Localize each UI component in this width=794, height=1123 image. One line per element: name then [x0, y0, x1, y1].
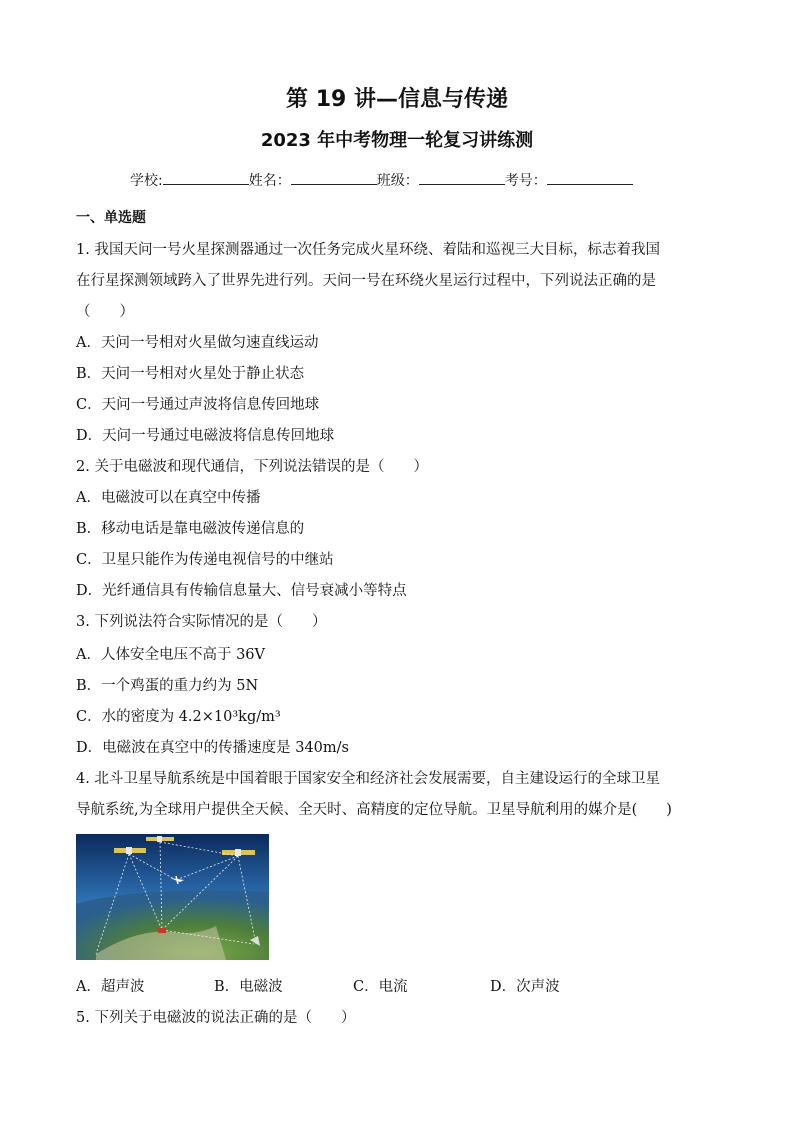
- q3-stem: 3. 下列说法符合实际情况的是（ ）: [76, 614, 327, 630]
- page-subtitle: 2023 年中考物理一轮复习讲练测: [260, 130, 534, 151]
- q2-option-a[interactable]: A．电磁波可以在真空中传播: [76, 490, 261, 506]
- q1-option-c[interactable]: C．天问一号通过声波将信息传回地球: [76, 397, 320, 413]
- name-label: 姓名：: [248, 173, 291, 189]
- satellite-icon: [222, 849, 255, 856]
- q1-option-a[interactable]: A．天问一号相对火星做匀速直线运动: [76, 335, 319, 351]
- q1-stem-line: （ ）: [76, 304, 134, 320]
- exam-no-blank[interactable]: [547, 170, 633, 185]
- q3-option-c[interactable]: C．水的密度为 4.2×10³kg/m³: [76, 709, 281, 725]
- school-label: 学校:: [130, 173, 163, 189]
- satellite-icon: [114, 847, 146, 854]
- q3-option-a[interactable]: A．人体安全电压不高于 36V: [76, 647, 266, 663]
- q4-stem-line: 导航系统,为全球用户提供全天候、全天时、高精度的定位导航。卫星导航利用的媒介是( ): [76, 802, 672, 818]
- q4-option-c[interactable]: C．电流: [353, 979, 408, 995]
- q2-option-c[interactable]: C．卫星只能作为传递电视信号的中继站: [76, 552, 334, 568]
- satellite-navigation-illustration: [76, 834, 269, 960]
- q4-option-b[interactable]: B．电磁波: [214, 979, 283, 995]
- q4-option-d[interactable]: D．次声波: [490, 979, 560, 995]
- name-blank[interactable]: [291, 170, 377, 185]
- q2-stem: 2. 关于电磁波和现代通信，下列说法错误的是（ ）: [76, 459, 428, 475]
- q3-option-b[interactable]: B．一个鸡蛋的重力约为 5N: [76, 678, 259, 694]
- student-info-row: [130, 170, 633, 190]
- q4-option-a[interactable]: A．超声波: [76, 979, 145, 995]
- satellite-navigation-image: [76, 834, 269, 960]
- q1-option-d[interactable]: D．天问一号通过电磁波将信息传回地球: [76, 428, 335, 444]
- q1-stem-line: 在行星探测领域跨入了世界先进行列。天问一号在环绕火星运行过程中，下列说法正确的是: [76, 273, 656, 289]
- class-blank[interactable]: [419, 170, 505, 185]
- q2-option-b[interactable]: B．移动电话是靠电磁波传递信息的: [76, 521, 305, 537]
- vehicle-icon: [158, 928, 166, 933]
- page-title: 第 19 讲—信息与传递: [286, 87, 508, 112]
- school-blank[interactable]: [163, 170, 249, 185]
- q3-option-d[interactable]: D．电磁波在真空中的传播速度是 340m/s: [76, 740, 349, 756]
- q1-option-b[interactable]: B．天问一号相对火星处于静止状态: [76, 366, 305, 382]
- q2-option-d[interactable]: D．光纤通信具有传输信息量大、信号衰减小等特点: [76, 583, 407, 599]
- q1-stem-line: 1. 我国天问一号火星探测器通过一次任务完成火星环绕、着陆和巡视三大目标，标志着我国: [76, 242, 660, 258]
- q5-stem: 5. 下列关于电磁波的说法正确的是（ ）: [76, 1010, 356, 1026]
- class-label: 班级：: [376, 173, 419, 189]
- q4-stem-line: 4. 北斗卫星导航系统是中国着眼于国家安全和经济社会发展需要，自主建设运行的全球卫星: [76, 771, 660, 787]
- section-heading: 一、单选题: [76, 210, 146, 226]
- exam-no-label: 考号：: [504, 173, 547, 189]
